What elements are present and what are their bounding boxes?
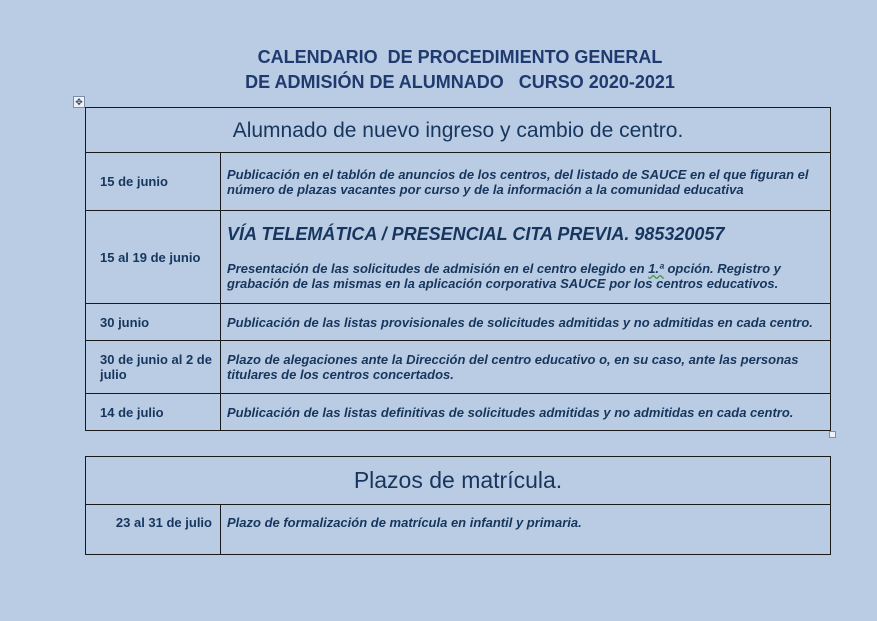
row-text: Publicación en el tablón de anuncios de los centros, del listado de SAUCE en el que figuran el número de plazas vacantes por curso y de la información a la comunidad educativa bbox=[221, 153, 831, 211]
table-header: Plazos de matrícula. bbox=[86, 457, 831, 505]
row-date: 15 al 19 de junio bbox=[86, 211, 221, 304]
move-arrows-icon[interactable]: ✥ bbox=[73, 96, 85, 108]
table-row bbox=[86, 304, 831, 341]
row-date: 15 de junio bbox=[86, 153, 221, 211]
table-row bbox=[86, 153, 831, 211]
row-text: Plazo de formalización de matrícula en infantil y primaria. bbox=[221, 505, 831, 555]
table-header-row bbox=[86, 108, 831, 153]
title-line-2: DE ADMISIÓN DE ALUMNADO CURSO 2020-2021 bbox=[245, 72, 675, 92]
row-text-end: opción. Registro y grabación de las mismas en la aplicación corporativa SAUCE por los centros educativos. bbox=[227, 261, 781, 291]
table-row bbox=[86, 211, 831, 304]
table-row bbox=[86, 505, 831, 555]
row-text bbox=[227, 261, 824, 291]
row-date: 14 de julio bbox=[86, 394, 221, 431]
title-line-1: CALENDARIO DE PROCEDIMIENTO GENERAL bbox=[257, 47, 663, 67]
page-title bbox=[0, 45, 877, 95]
row-text: Plazo de alegaciones ante la Dirección del centro educativo o, en su caso, ante las personas titulares de los centros concertados. bbox=[221, 341, 831, 394]
row-date: 30 de junio al 2 de julio bbox=[86, 341, 221, 394]
resize-square-icon[interactable] bbox=[829, 431, 836, 438]
table-header-row bbox=[86, 457, 831, 505]
table-row bbox=[86, 341, 831, 394]
table-row bbox=[86, 394, 831, 431]
telematic-highlight: VÍA TELEMÁTICA / PRESENCIAL CITA PREVIA. 985320057 bbox=[227, 224, 725, 244]
spellcheck-mark: 1.ª bbox=[648, 261, 664, 276]
row-date: 30 junio bbox=[86, 304, 221, 341]
table-header: Alumnado de nuevo ingreso y cambio de centro. bbox=[86, 108, 831, 153]
admission-calendar-table bbox=[85, 107, 831, 431]
row-text: Publicación de las listas provisionales de solicitudes admitidas y no admitidas en cada centro. bbox=[221, 304, 831, 341]
row-date: 23 al 31 de julio bbox=[86, 505, 221, 555]
row-content bbox=[221, 211, 831, 304]
enrollment-table bbox=[85, 456, 831, 555]
row-text: Publicación de las listas definitivas de solicitudes admitidas y no admitidas en cada centro. bbox=[221, 394, 831, 431]
row-text-start: Presentación de las solicitudes de admisión en el centro elegido en bbox=[227, 261, 649, 276]
